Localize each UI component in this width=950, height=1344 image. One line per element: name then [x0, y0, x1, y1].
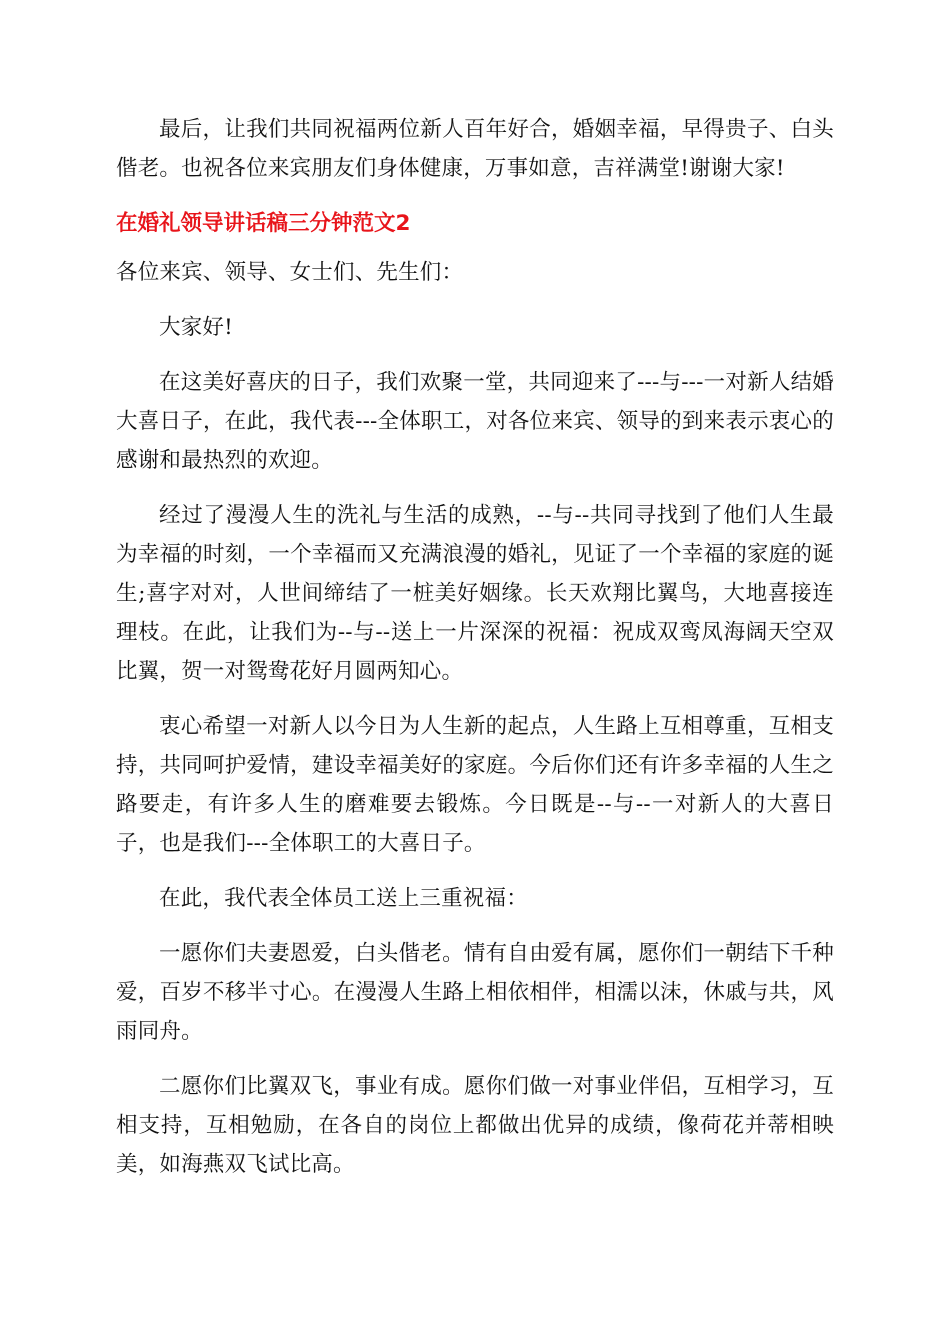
salutation: 各位来宾、领导、女士们、先生们： [116, 260, 464, 285]
paragraph-three-blessings-intro: 在此，我代表全体员工送上三重祝福： [159, 886, 528, 911]
paragraph-first-wish: 一愿你们夫妻恩爱，白头偕老。情有自由爱有属，愿你们一朝结下千种爱，百岁不移半寸心。在漫漫人生路上相依相伴，相濡以沫，休戚与共，风雨同舟。 [116, 941, 834, 1044]
document-body [116, 110, 834, 1200]
greeting: 大家好! [159, 315, 233, 340]
paragraph-second-wish: 二愿你们比翼双飞，事业有成。愿你们做一对事业伴侣，互相学习，互相支持，互相勉励，在各自的岗位上都做出优异的成绩，像荷花并蒂相映美，如海燕双飞试比高。 [116, 1074, 834, 1177]
section-heading: 在婚礼领导讲话稿三分钟范文2 [116, 211, 411, 236]
paragraph-welcome: 在这美好喜庆的日子，我们欢聚一堂，共同迎来了---与---一对新人结婚大喜日子，在此，我代表---全体职工，对各位来宾、领导的到来表示衷心的感谢和最热烈的欢迎。 [116, 370, 834, 473]
paragraph-blessing: 经过了漫漫人生的洗礼与生活的成熟，--与--共同寻找到了他们人生最为幸福的时刻，一个幸福而又充满浪漫的婚礼，见证了一个幸福的家庭的诞生;喜字对对，人世间缔结了一桩美好姻缘。长天欢翔比翼鸟，大地喜接连理枝。在此，让我们为--与--送上一片深深的祝福：祝成双鸾凤海阔天空双比翼，贺一对鸳鸯花好月圆两知心。 [116, 503, 834, 684]
intro-paragraph: 最后，让我们共同祝福两位新人百年好合，婚姻幸福，早得贵子、白头偕老。也祝各位来宾朋友们身体健康，万事如意，吉祥满堂!谢谢大家! [116, 117, 834, 181]
paragraph-hope: 衷心希望一对新人以今日为人生新的起点，人生路上互相尊重，互相支持，共同呵护爱情，建设幸福美好的家庭。今后你们还有许多幸福的人生之路要走，有许多人生的磨难要去锻炼。今日既是--与--一对新人的大喜日子，也是我们---全体职工的大喜日子。 [116, 714, 834, 856]
